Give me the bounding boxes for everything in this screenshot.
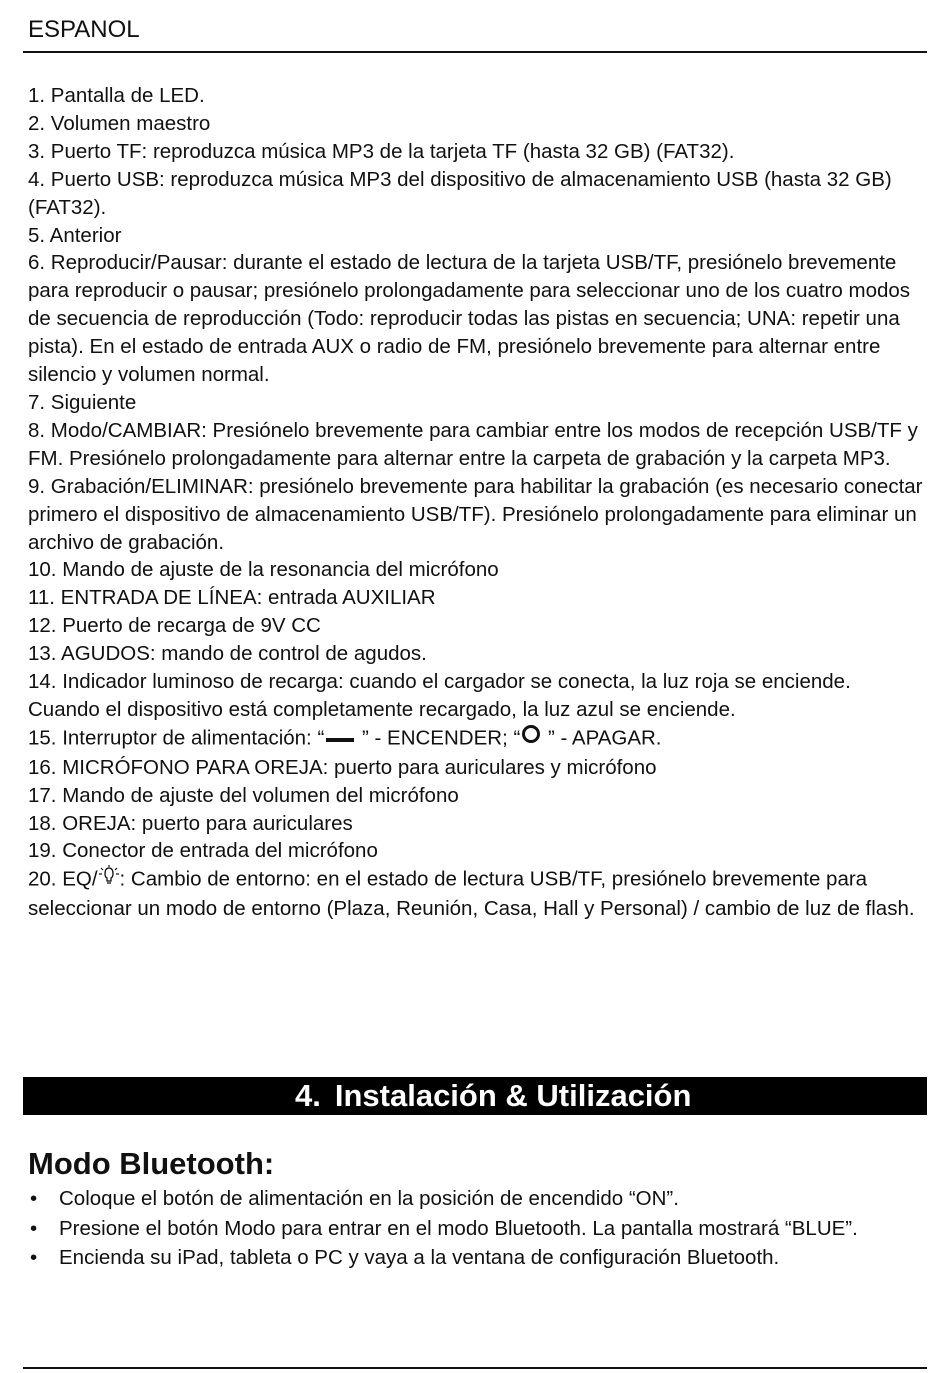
- list-item-eq: [28, 865, 928, 923]
- power-off-icon: [520, 724, 542, 754]
- bullet-text: Presione el botón Modo para entrar en el modo Bluetooth. La pantalla mostrará “BLUE”.: [59, 1216, 858, 1240]
- power-switch-prefix: 15. Interruptor de alimentación: “: [28, 726, 325, 750]
- list-item: 14. Indicador luminoso de recarga: cuando el cargador se conecta, la luz roja se enciende. Cuando el dispositivo está completamente recargado, la luz azul se enciende.: [28, 670, 851, 721]
- section-title-bar: [23, 1077, 927, 1115]
- list-item: 19. Conector de entrada del micrófono: [28, 839, 378, 863]
- list-item: 13. AGUDOS: mando de control de agudos.: [28, 642, 427, 666]
- language-header: ESPANOL: [28, 16, 140, 43]
- list-item: 5. Anterior: [28, 223, 122, 247]
- eq-label: EQ/: [62, 867, 98, 891]
- component-list: [28, 82, 928, 923]
- header-divider: [23, 51, 927, 53]
- list-item: 16. MICRÓFONO PARA OREJA: puerto para auriculares y micrófono: [28, 755, 657, 779]
- bluetooth-heading: Modo Bluetooth:: [28, 1146, 275, 1181]
- bullet-text: Encienda su iPad, tableta o PC y vaya a la ventana de configuración Bluetooth.: [59, 1246, 780, 1269]
- list-item: 2. Volumen maestro: [28, 111, 211, 135]
- power-off-label: ” - APAGAR.: [542, 726, 662, 750]
- bullet-icon: •: [30, 1216, 38, 1240]
- list-item: [28, 1215, 928, 1244]
- bullet-icon: •: [30, 1187, 38, 1210]
- list-item: 6. Reproducir/Pausar: durante el estado de lectura de la tarjeta USB/TF, presiónelo brevemente para reproducir o pausar; presiónelo prolongadamente para seleccionar uno de los cuatro modos de secuencia de reproducción (Todo: reproducir todas las pistas en secuencia; UNA: repetir una pista). En el estado de entrada AUX o radio de FM, presiónelo brevemente para alternar entre silencio y volumen normal.: [28, 251, 911, 387]
- list-item: 12. Puerto de recarga de 9V CC: [28, 614, 321, 638]
- list-item: 10. Mando de ajuste de la resonancia del micrófono: [28, 558, 499, 582]
- section-title: Instalación & Utilización: [334, 1078, 692, 1113]
- power-on-label: ” - ENCENDER; “: [356, 726, 521, 750]
- eq-description: : Cambio de entorno: en el estado de lectura USB/TF, presiónelo brevemente para seleccionar un modo de entorno (Plaza, Reunión, Casa, Hall y Personal) / cambio de luz de flash.: [28, 867, 915, 921]
- bullet-text: Coloque el botón de alimentación en la posición de encendido “ON”.: [59, 1187, 679, 1210]
- list-item: 11. ENTRADA DE LÍNEA: entrada AUXILIAR: [28, 586, 436, 610]
- list-item: 4. Puerto USB: reproduzca música MP3 del dispositivo de almacenamiento USB (hasta 32 GB) (FAT32).: [28, 167, 892, 219]
- power-on-icon: [324, 725, 356, 753]
- list-item: 18. OREJA: puerto para auriculares: [28, 811, 353, 835]
- bullet-icon: •: [30, 1246, 38, 1269]
- list-item: [28, 1244, 928, 1273]
- list-item: 7. Siguiente: [28, 390, 137, 414]
- list-item: 3. Puerto TF: reproduzca música MP3 de la tarjeta TF (hasta 32 GB) (FAT32).: [28, 139, 735, 163]
- section-number: 4.: [295, 1078, 321, 1113]
- list-item-power-switch: [28, 724, 928, 754]
- list-item: 17. Mando de ajuste del volumen del micrófono: [28, 783, 459, 807]
- list-item: 9. Grabación/ELIMINAR: presiónelo brevemente para habilitar la grabación (es necesario conectar primero el dispositivo de almacenamiento USB/TF). Presiónelo prolongadamente para eliminar un archivo de grabación.: [28, 474, 923, 554]
- flash-light-icon: [98, 865, 120, 895]
- list-item: [28, 1185, 928, 1214]
- footer-divider: [23, 1367, 927, 1369]
- list-item: 8. Modo/CAMBIAR: Presiónelo brevemente para cambiar entre los modos de recepción USB/TF y FM. Presiónelo prolongadamente para alternar entre la carpeta de grabación y la carpeta MP3.: [28, 418, 918, 470]
- list-item: 1. Pantalla de LED.: [28, 84, 205, 107]
- bluetooth-steps: [28, 1185, 928, 1274]
- eq-prefix: 20.: [28, 867, 63, 891]
